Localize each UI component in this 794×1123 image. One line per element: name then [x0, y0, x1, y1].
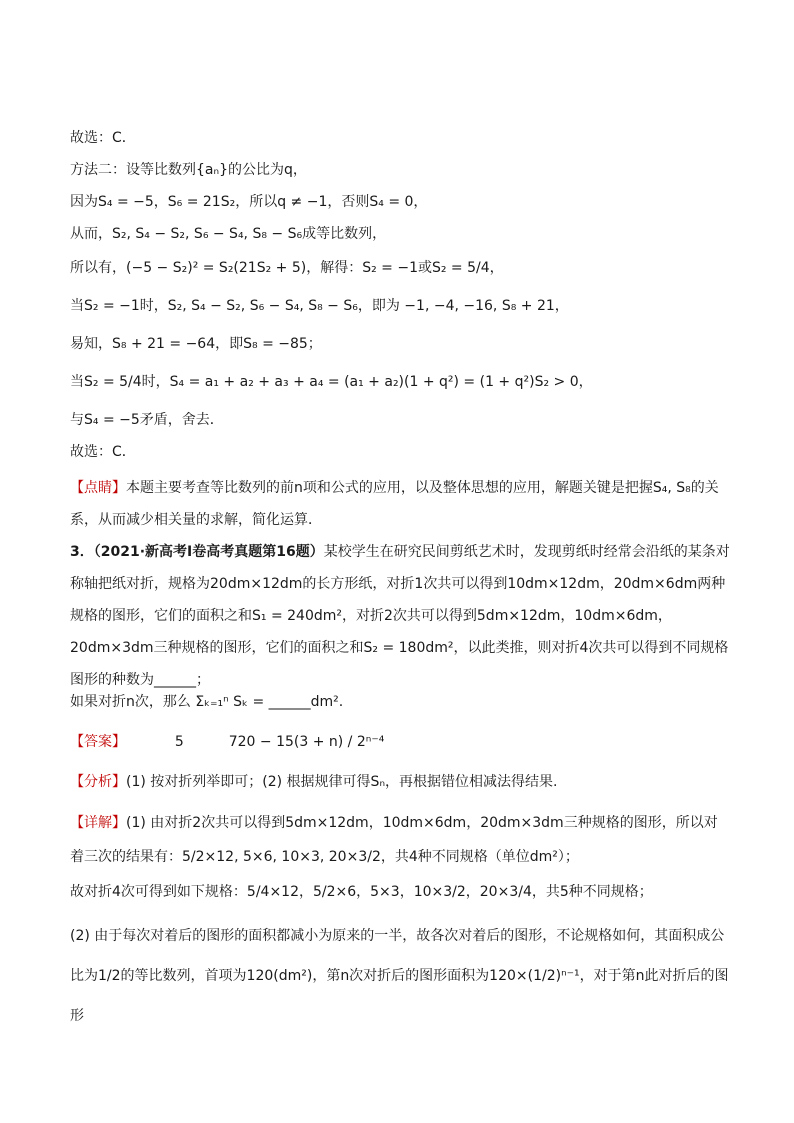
- text-line: 故选：C．: [70, 444, 136, 460]
- problem-line2: 如果对折n次，那么 Σₖ₌₁ⁿ Sₖ = ______dm².: [70, 694, 344, 710]
- text-line: 故选：C．: [70, 130, 136, 146]
- detail-tag: 【详解】: [70, 815, 126, 831]
- analysis-tag: 【分析】: [70, 774, 126, 790]
- analysis-line: [70, 772, 730, 792]
- problem-source: （2021·新高考Ⅰ卷高考真题第16题）: [93, 544, 324, 560]
- text-line: 与S₄ = −5矛盾，舍去．: [70, 412, 224, 428]
- text-line: 当S₂ = 5/4时，S₄ = a₁ + a₂ + a₃ + a₄ = (a₁ + a₂)(1 + q²) = (1 + q²)S₂ > 0，: [70, 374, 593, 390]
- detail-p3: (2) 由于每次对着后的图形的面积都减小为原来的一半，故各次对着后的图形，不论规格如何，其面积成公比为1/2的等比数列，首项为120(dm²)，第n次对折后的图形面积为120×(1/2)ⁿ⁻¹，对于第n此对折后的图形: [70, 928, 729, 1024]
- problem-block: [70, 536, 730, 696]
- text-line: 方法二：设等比数列{aₙ}的公比为q，: [70, 162, 307, 178]
- text-line: 从而，S₂, S₄ − S₂, S₆ − S₄, S₈ − S₆成等比数列，: [70, 226, 387, 242]
- dianjing-text: 本题主要考查等比数列的前n项和公式的应用，以及整体思想的应用，解题关键是把握S₄, S₈的关系，从而减少相关量的求解，简化运算．: [70, 480, 719, 528]
- answer-value-1: 5: [174, 734, 184, 750]
- detail-block: [70, 806, 730, 874]
- text-line: 所以有，(−5 − S₂)² = S₂(21S₂ + 5)，解得：S₂ = −1或S₂ = 5/4，: [70, 260, 504, 276]
- answer-line: [70, 732, 730, 752]
- text-line: 当S₂ = −1时，S₂, S₄ − S₂, S₆ − S₄, S₈ − S₆，即为 −1, −4, −16, S₈ + 21，: [70, 298, 569, 314]
- problem-text: 某校学生在研究民间剪纸艺术时，发现剪纸时经常会沿纸的某条对称轴把纸对折，规格为20dm×12dm的长方形纸，对折1次共可以得到10dm×12dm，20dm×6dm两种规格的图形，它们的面积之和S₁ = 240dm²，对折2次共可以得到5dm×12dm，10dm×6dm，20dm×3dm三种规格的图形，它们的面积之和S₂ = 180dm²，以此类推，则对折4次共可以得到不同规格图形的种数为______；: [70, 544, 730, 688]
- detail-p2: 故对折4次可得到如下规格：5/4×12，5/2×6，5×3，10×3/2，20×3/4，共5种不同规格；: [70, 884, 653, 900]
- text-line: 因为S₄ = −5，S₆ = 21S₂，所以q ≠ −1，否则S₄ = 0，: [70, 194, 428, 210]
- dianjing-block: [70, 472, 730, 536]
- detail-p1: (1) 由对折2次共可以得到5dm×12dm，10dm×6dm，20dm×3dm三种规格的图形，所以对着三次的结果有：5/2×12, 5×6, 10×3, 20×3/2，共4种不同规格（单位dm²）；: [70, 815, 718, 865]
- problem-number: 3．: [70, 544, 94, 560]
- answer-tag: 【答案】: [70, 734, 126, 750]
- analysis-text: (1) 按对折列举即可；(2) 根据规律可得Sₙ，再根据错位相减法得结果.: [126, 774, 558, 790]
- dianjing-tag: 【点睛】: [70, 480, 126, 496]
- text-line: 易知，S₈ + 21 = −64，即S₈ = −85；: [70, 336, 322, 352]
- answer-value-2: 720 − 15(3 + n) / 2ⁿ⁻⁴: [228, 734, 385, 750]
